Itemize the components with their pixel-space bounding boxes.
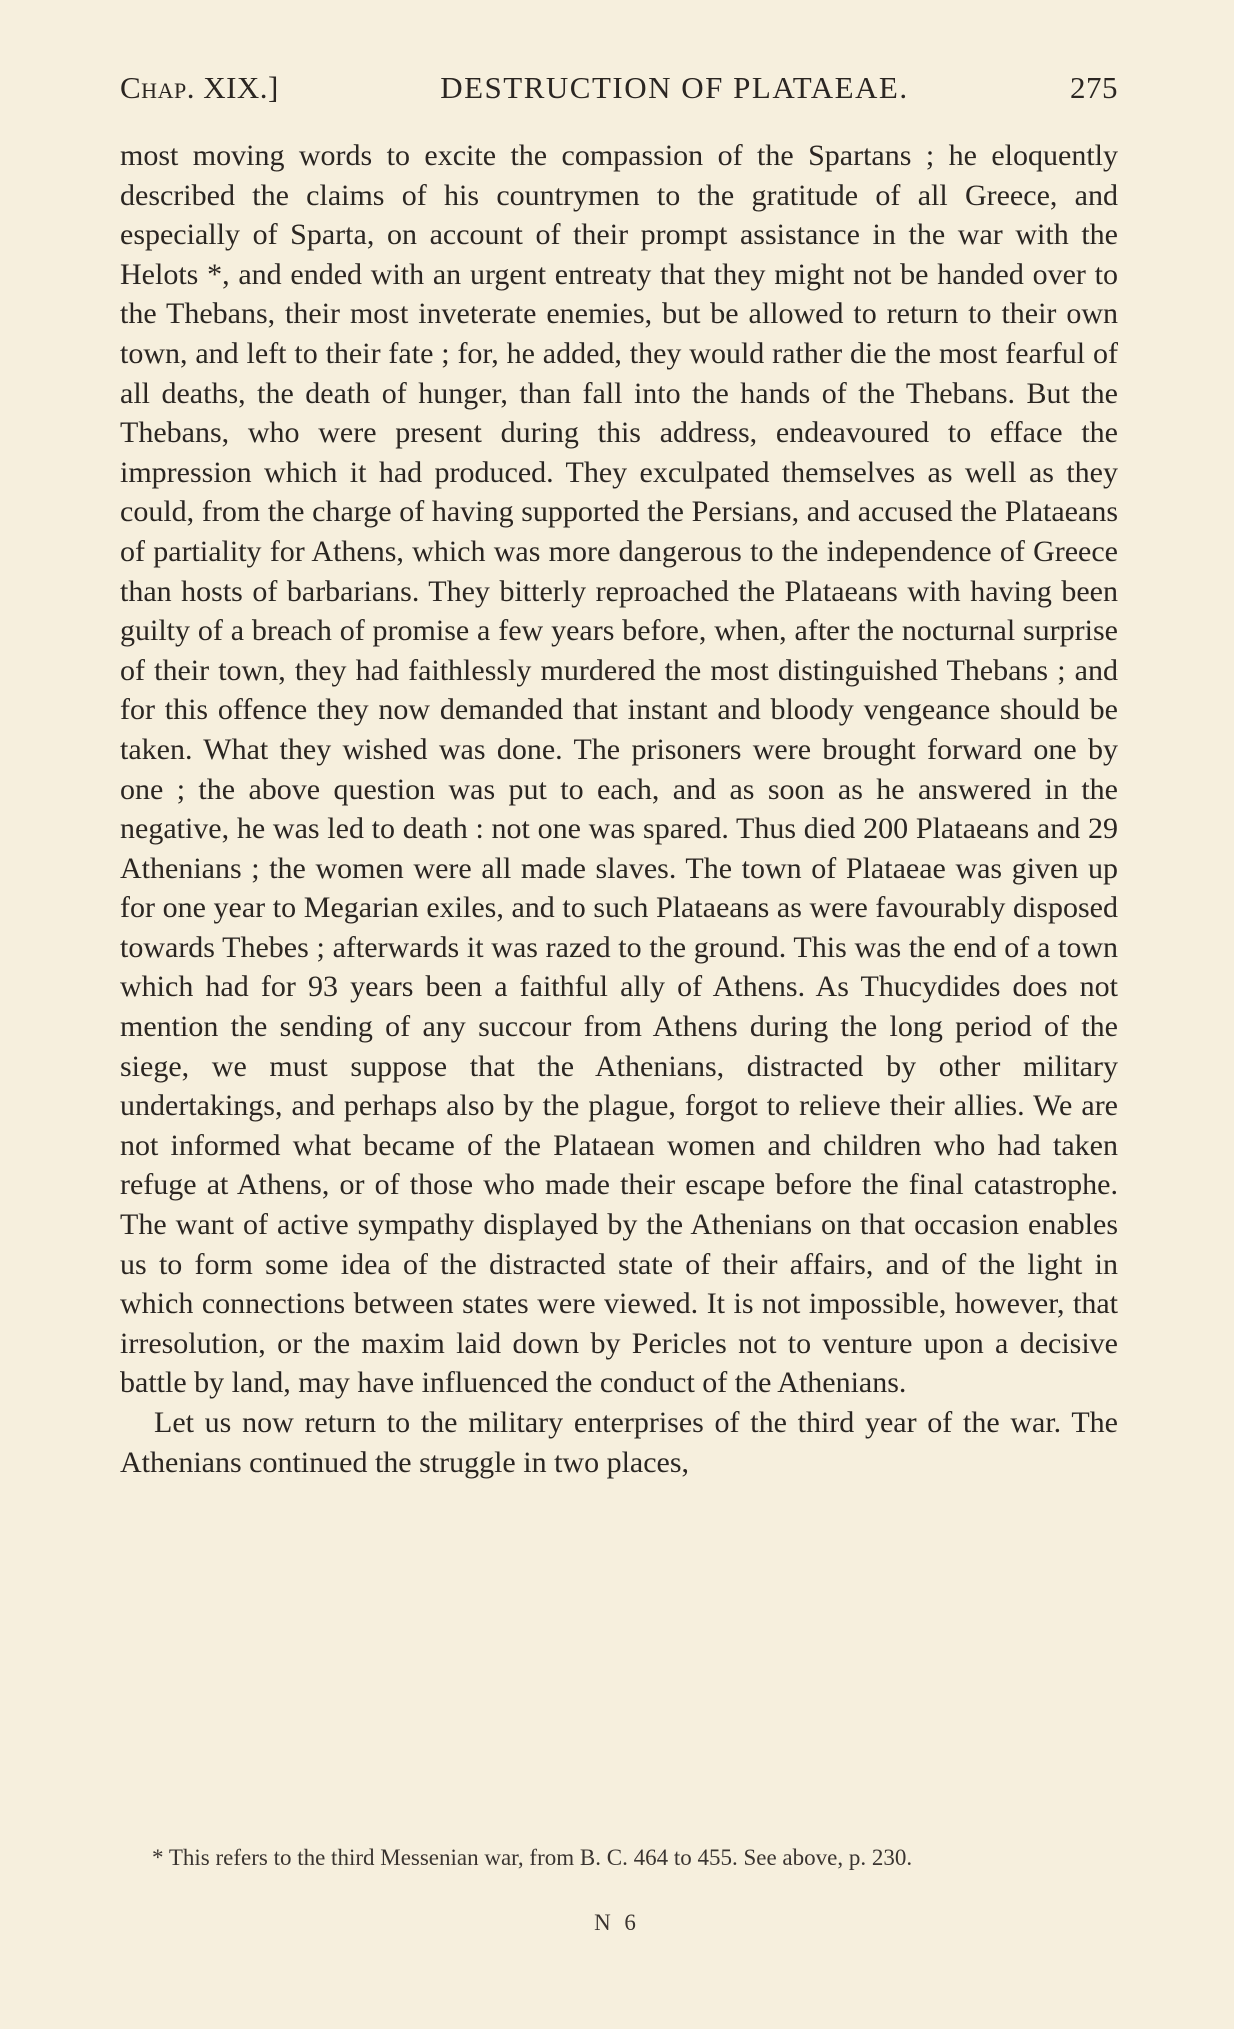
footnote-era: B. C.: [579, 1845, 628, 1870]
chapter-label: Chap. XIX.]: [120, 70, 279, 105]
running-head: [120, 70, 1118, 110]
body-text: [120, 136, 1118, 1482]
paragraph-2: Let us now return to the military enterprises of the third year of the war. The Athenians continued the struggle in two places,: [120, 1406, 1118, 1479]
signature-mark: N 6: [594, 1910, 640, 1935]
page-title: DESTRUCTION OF PLATAEAE.: [440, 70, 909, 105]
footnote: [120, 1843, 1118, 1872]
paragraph-1: most moving words to excite the compassion of the Spartans ; he eloquently described the claims of his countrymen to the gratitude of all Greece, and especially of Sparta, on account of their prompt assistance in the war with the Helots *, and ended with an urgent entreaty that they might not be handed over to the Thebans, their most inveterate enemies, but be allowed to return to their own town, and left to their fate ; for, he added, they would rather die the most fearful of all deaths, the death of hunger, than fall into the hands of the Thebans. But the Thebans, who were present during this address, endeavoured to efface the impression which it had produced. They exculpated themselves as well as they could, from the charge of having supported the Persians, and accused the Plataeans of partiality for Athens, which was more dangerous to the independence of Greece than hosts of barbarians. They bitterly reproached the Plataeans with having been guilty of a breach of promise a few years before, when, after the nocturnal surprise of their town, they had faithlessly murdered the most distinguished Thebans ; and for this offence they now demanded that instant and bloody vengeance should be taken. What they wished was done. The prisoners were brought forward one by one ; the above question was put to each, and as soon as he answered in the negative, he was led to death : not one was spared. Thus died 200 Plataeans and 29 Athenians ; the women were all made slaves. The town of Plataeae was given up for one year to Megarian exiles, and to such Plataeans as were favourably disposed towards Thebes ; afterwards it was razed to the ground. This was the end of a town which had for 93 years been a faithful ally of Athens. As Thucydides does not mention the sending of any succour from Athens during the long period of the siege, we must suppose that the Athenians, distracted by other military undertakings, and perhaps also by the plague, forgot to relieve their allies. We are not informed what became of the Plataean women and children who had taken refuge at Athens, or of those who made their escape before the final catastrophe. The want of active sympathy displayed by the Athenians on that occasion enables us to form some idea of the distracted state of their affairs, and of the light in which connections between states were viewed. It is not impossible, however, that irresolution, or the maxim laid down by Pericles not to venture upon a decisive battle by land, may have influenced the conduct of the Athenians.: [120, 139, 1118, 1400]
page-number: 275: [1070, 70, 1118, 105]
footnote-text-before: * This refers to the third Messenian war, from: [152, 1845, 575, 1870]
footnote-text-after: 464 to 455. See above, p. 230.: [633, 1845, 913, 1870]
footnote-body: [120, 1843, 1118, 1872]
